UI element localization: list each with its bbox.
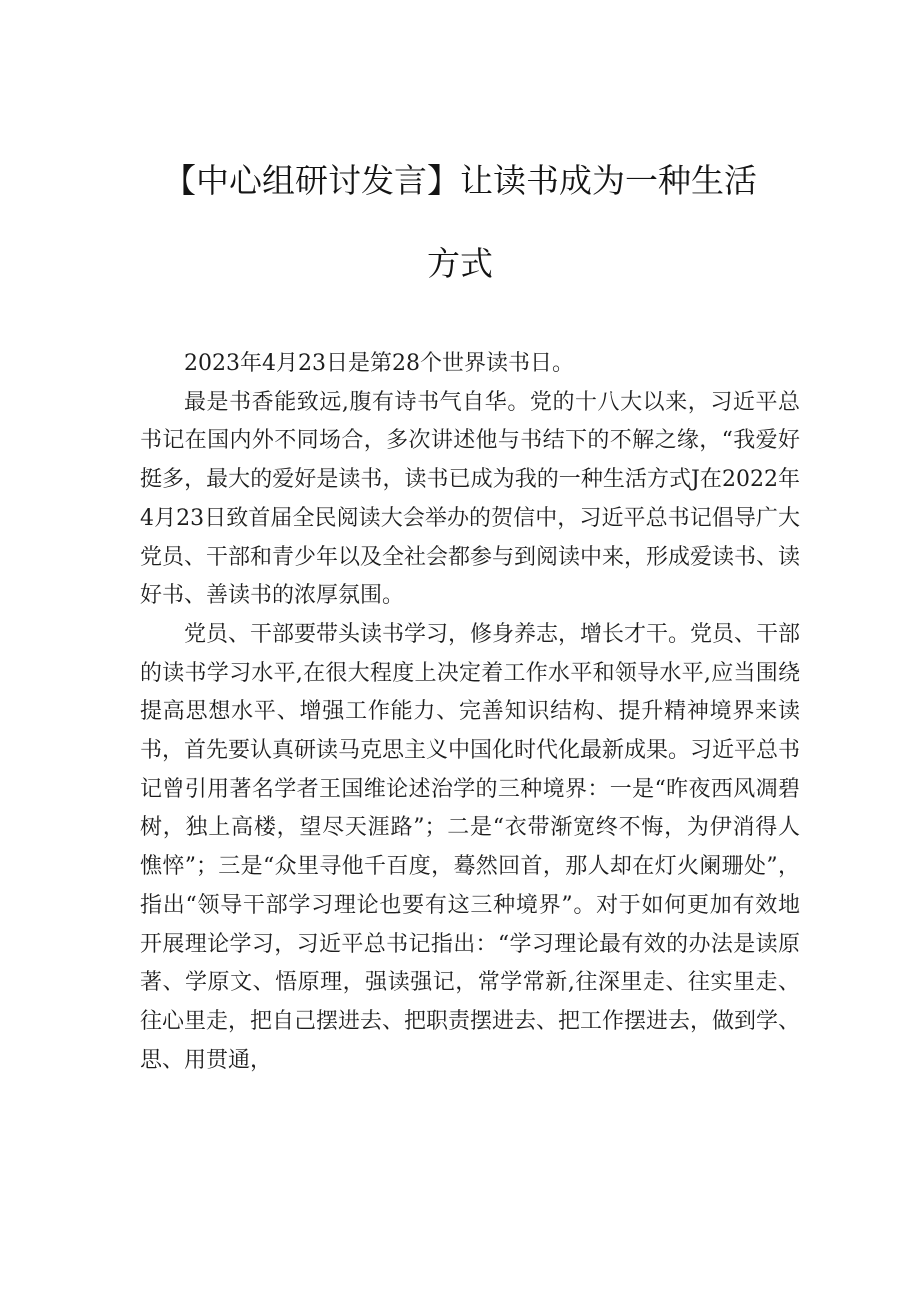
paragraph-party-members-reading: 党员、干部要带头读书学习，修身养志，增长才干。党员、干部的读书学习水平,在很大程度上决定着工作水平和领导水平,应当围绕提高思想水平、增强工作能力、完善知识结构、提升精神境界来读书，首先要认真研读马克思主义中国化时代化最新成果。习近平总书记曾引用著名学者王国维论述治学的三种境界：一是“昨夜西风凋碧树，独上高楼，望尽天涯路”；二是“衣带渐宽终不悔，为伊消得人憔悴”；三是“众里寻他千百度，蓦然回首，那人却在灯火阑珊处”，指出“领导干部学习理论也要有这三种境界”。对于如何更加有效地开展理论学习，习近平总书记指出：“学习理论最有效的办法是读原著、学原文、悟原理，强读强记，常学常新,往深里走、往实里走、往心里走，把自己摆进去、把职责摆进去、把工作摆进去，做到学、思、用贯通， <box>140 621 801 1073</box>
paragraph-reading-day: 2023年4月23日是第28个世界读书日。 <box>184 351 574 376</box>
document-body <box>140 345 800 1080</box>
document-title-line-1: 【中心组研讨发言】让读书成为一种生活 <box>163 161 757 200</box>
paragraph-book-fragrance: 最是书香能致远,腹有诗书气自华。党的十八大以来，习近平总书记在国内外不同场合，多次讲述他与书结下的不解之缘，“我爱好挺多，最大的爱好是读书，读书已成为我的一种生活方式J在2022年4月23日致首届全民阅读大会举办的贺信中，习近平总书记倡导广大党员、干部和青少年以及全社会都参与到阅读中来，形成爱读书、读好书、善读书的浓厚氛围。 <box>140 389 801 609</box>
document-title-line-2: 方式 <box>427 244 493 283</box>
